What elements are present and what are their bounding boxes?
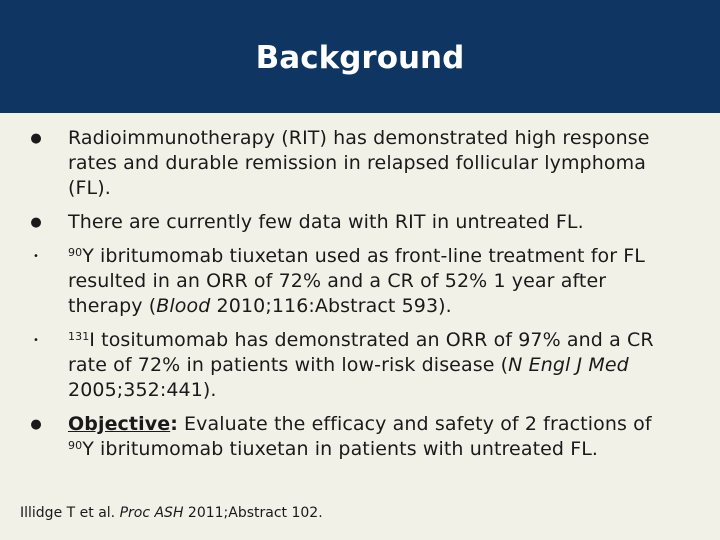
isotope-superscript: 131	[68, 330, 90, 343]
journal-name: N Engl J Med	[508, 354, 629, 376]
bullet-few-data	[68, 210, 668, 235]
bullet-text-end: 2010;116:Abstract 593).	[210, 295, 452, 317]
citation-rest: 2011;Abstract 102.	[183, 505, 323, 521]
bullet-rit-background	[68, 126, 668, 201]
bullet-marker: ●	[30, 131, 42, 146]
bullet-text: There are currently few data with RIT in untreated FL.	[68, 211, 584, 233]
bullet-text-end: 2005;352:441).	[68, 379, 217, 401]
bullet-marker: •	[33, 335, 39, 346]
bullet-text: Evaluate the efficacy and safety of 2 fractions of	[177, 413, 652, 435]
bullet-marker: ●	[30, 417, 42, 432]
objective-colon: :	[170, 413, 178, 435]
citation-authors: Illidge T et al.	[20, 505, 120, 521]
bullet-objective	[68, 412, 668, 462]
bullet-marker: •	[33, 251, 39, 262]
bullet-text: I tositumomab has demonstrated an ORR of 97% and a CR rate of 72% in patients with low-risk disease (	[68, 329, 654, 376]
slide-title: Background	[255, 40, 465, 76]
isotope-superscript: 90	[68, 246, 83, 259]
bullet-text-end: Y ibritumomab tiuxetan in patients with untreated FL.	[82, 438, 599, 460]
citation-journal: Proc ASH	[119, 505, 184, 521]
objective-label: Objective	[68, 413, 171, 435]
bullet-text: Y ibritumomab tiuxetan used as front-line treatment for FL resulted in an ORR of 72% and a CR of 52% 1 year after therapy (	[68, 245, 645, 317]
journal-name: Blood	[156, 295, 211, 317]
bullet-ibritumomab-frontline	[68, 244, 668, 319]
isotope-superscript: 90	[68, 439, 83, 452]
bullet-tositumomab	[68, 328, 668, 403]
citation	[20, 503, 323, 523]
bullet-marker: ●	[30, 215, 42, 230]
bullet-text: Radioimmunotherapy (RIT) has demonstrated high response rates and durable remission in relapsed follicular lymphoma (FL).	[68, 127, 650, 199]
